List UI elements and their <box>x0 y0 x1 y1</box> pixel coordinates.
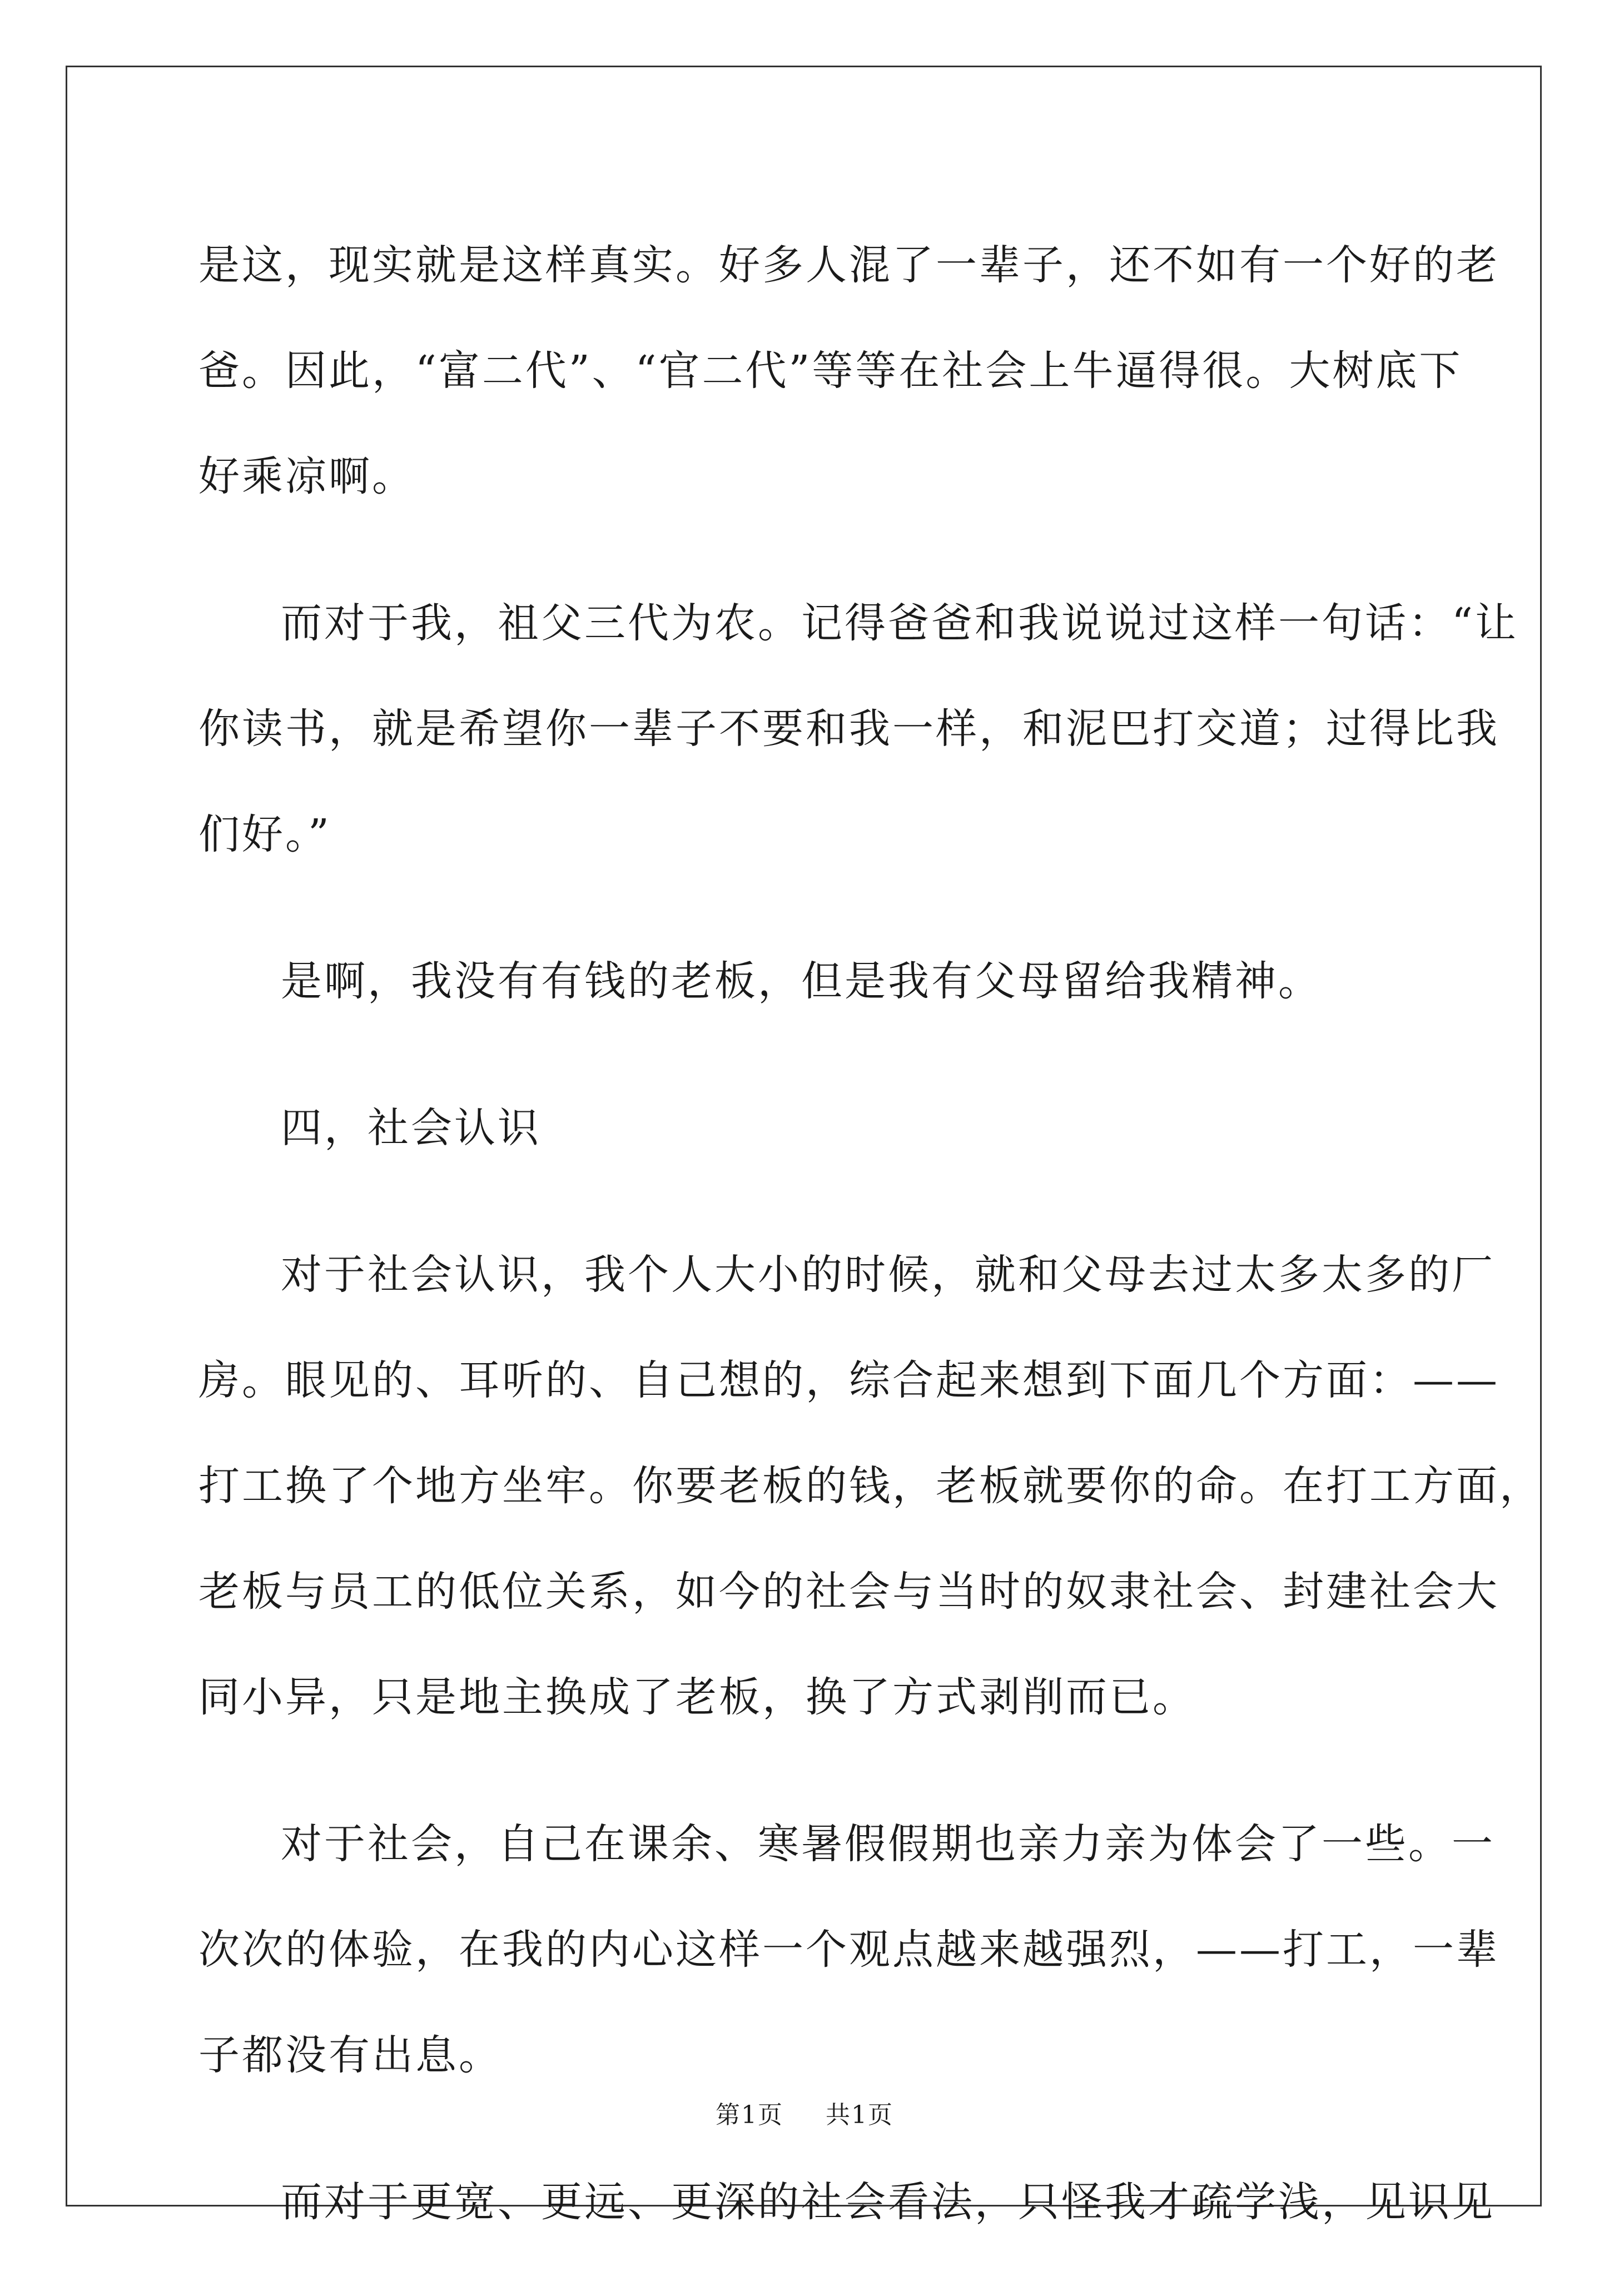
page-footer <box>0 2095 1609 2130</box>
text-line: 次次的体验，在我的内心这样一个观点越来越强烈，——打工，一辈 <box>198 1926 1499 1974</box>
text-line: 爸。因此，“富二代”、“官二代”等等在社会上牛逼得很。大树底下 <box>198 347 1463 395</box>
text-line: 四，社会认识 <box>281 1104 541 1152</box>
paragraph-7 <box>198 2149 1495 2255</box>
text-line: 你读书，就是希望你一辈子不要和我一样，和泥巴打交道；过得比我 <box>198 705 1499 753</box>
paragraph-5 <box>198 1222 1543 1750</box>
section-heading <box>198 1075 1422 1181</box>
text-line: 们好。” <box>198 811 331 858</box>
page-total: 共1页 <box>826 2101 893 2129</box>
text-line: 而对于我，祖父三代为农。记得爸爸和我说说过这样一句话：“让 <box>281 599 1518 647</box>
text-line: 好乘凉啊。 <box>198 453 415 500</box>
text-line: 而对于更宽、更远、更深的社会看法，只怪我才疏学浅，见识见 <box>281 2178 1495 2226</box>
text-line: 房。眼见的、耳听的、自己想的，综合起来想到下面几个方面：—— <box>198 1356 1499 1404</box>
paragraph-1 <box>198 212 1499 529</box>
text-line: 是这，现实就是这样真实。好多人混了一辈子，还不如有一个好的老 <box>198 241 1499 289</box>
text-line: 子都没有出息。 <box>198 2031 502 2079</box>
paragraph-3 <box>198 928 1422 1034</box>
text-line: 对于社会，自己在课余、寒暑假假期也亲力亲为体会了一些。一 <box>281 1820 1495 1868</box>
document-body <box>198 212 1543 2296</box>
text-line: 打工换了个地方坐牢。你要老板的钱，老板就要你的命。在打工方面， <box>198 1462 1543 1510</box>
text-line: 同小异，只是地主换成了老板，换了方式剥削而已。 <box>198 1673 1196 1721</box>
paragraph-6 <box>198 1791 1499 2108</box>
paragraph-2 <box>198 570 1518 887</box>
text-line: 对于社会认识，我个人大小的时候，就和父母去过太多太多的厂 <box>281 1251 1495 1299</box>
page-number: 第1页 <box>716 2101 783 2129</box>
text-line: 老板与员工的低位关系，如今的社会与当时的奴隶社会、封建社会大 <box>198 1568 1499 1616</box>
text-line: 是啊，我没有有钱的老板，但是我有父母留给我精神。 <box>281 957 1322 1005</box>
